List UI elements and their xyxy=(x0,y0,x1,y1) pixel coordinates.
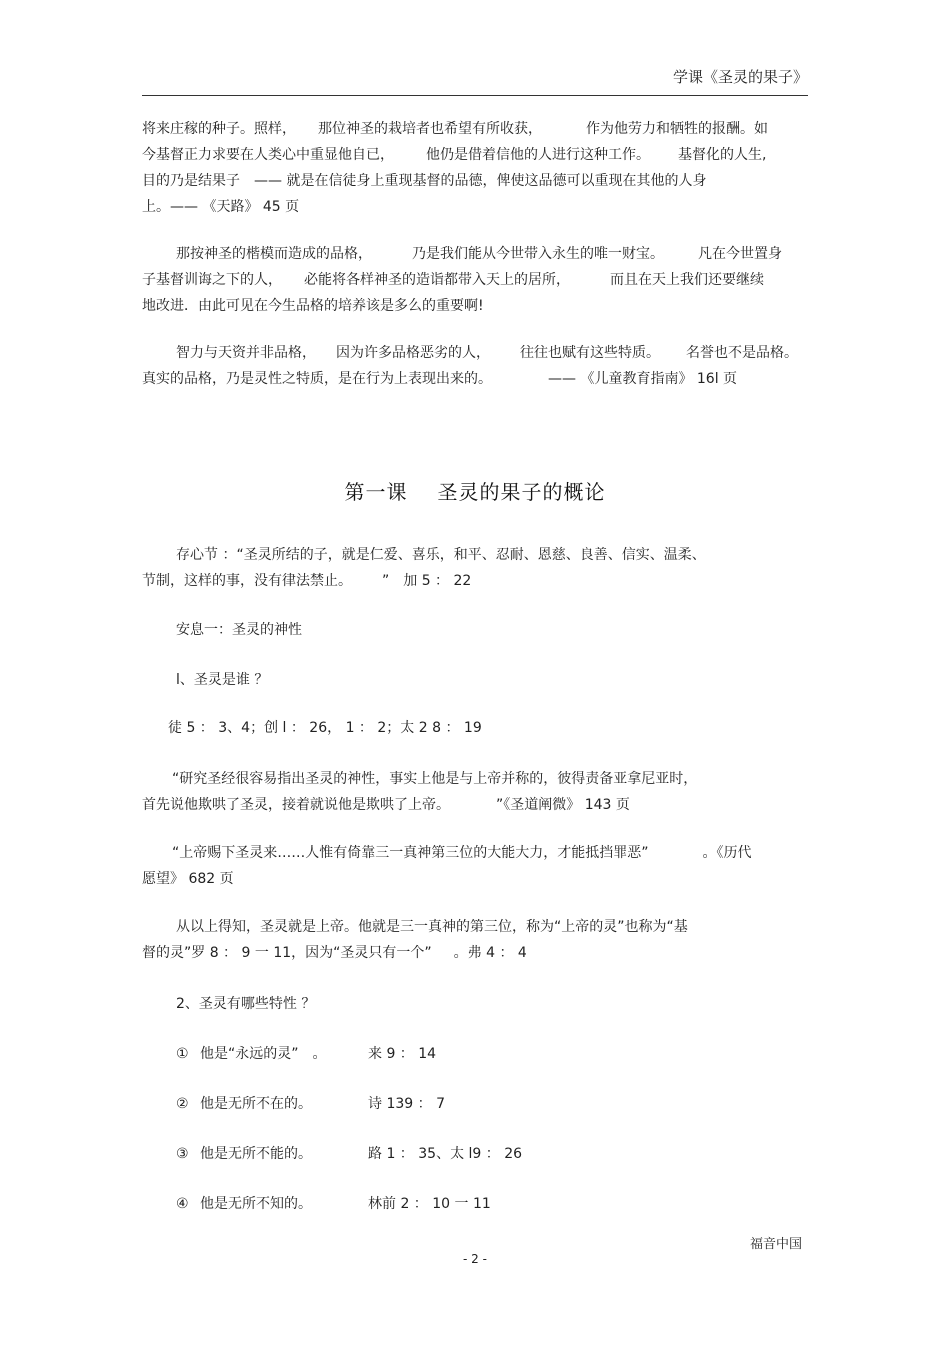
paragraph-4 xyxy=(142,914,808,966)
scripture-references-1: 徒 5 ： 3、4；创 l ： 26， 1 ： 2；太 2 8 ： 19 xyxy=(168,720,482,736)
text-line: 督的灵”罗 8 ： 9 一 11，因为“圣灵只有一个” 。弗 4 ： 4 xyxy=(142,945,527,961)
quote-2 xyxy=(142,840,808,892)
text-line: 真实的品格，乃是灵性之特质，是在行为上表现出来的。 —— 《儿童教育指南》 16l 页 xyxy=(142,371,738,387)
question-1: l、圣灵是谁 ？ xyxy=(176,672,269,688)
footer-source: 福音中国 xyxy=(749,1237,802,1252)
question-2: 2、圣灵有哪些特性 ？ xyxy=(176,996,316,1012)
lesson-title: 第一课 圣灵的果子的概论 xyxy=(344,480,606,504)
paragraph-3 xyxy=(142,340,808,392)
text-line: “上帝赐下圣灵来……人惟有倚靠三一真神第三位的大能大力，才能抵挡罪恶” 。《历代 xyxy=(172,845,752,861)
text-line: 节制，这样的事，没有律法禁止。 ” 加 5 ： 22 xyxy=(142,573,472,589)
section-heading-sabbath-1: 安息一：圣灵的神性 xyxy=(176,622,302,638)
text-line: 今基督正力求要在人类心中重显他自已， 他仍是借着信他的人进行这种工作。 基督化的人生, xyxy=(142,147,767,163)
running-header: 学课《圣灵的果子》 xyxy=(142,66,808,96)
paragraph-2 xyxy=(142,241,808,319)
page-number: - 2 - xyxy=(463,1252,487,1266)
attribute-list-item: ④ 他是无所不知的。 林前 2 ： 10 一 11 xyxy=(176,1196,491,1212)
text-line: 那按神圣的楷模而造成的品格， 乃是我们能从今世带入永生的唯一财宝。 凡在今世置身 xyxy=(176,246,782,262)
text-line: 智力与天资并非品格， 因为许多品格恶劣的人， 往往也赋有这些特质。 名誉也不是品格。 xyxy=(176,345,798,361)
text-line: 将来庄稼的种子。照样， 那位神圣的栽培者也希望有所收获， 作为他劳力和牺牲的报酬。如 xyxy=(142,121,768,137)
text-line: 目的乃是结果子 —— 就是在信徒身上重现基督的品德，俾使这品德可以重现在其他的人身 xyxy=(142,173,707,189)
attribute-list-item: ② 他是无所不在的。 诗 139 ： 7 xyxy=(176,1096,445,1112)
paragraph-1 xyxy=(142,116,808,220)
text-line: 上。—— 《天路》 45 页 xyxy=(142,199,300,215)
text-line: “研究圣经很容易指出圣灵的神性，事实上他是与上帝并称的，彼得责备亚拿尼亚时， xyxy=(172,771,698,787)
memory-verse xyxy=(142,542,808,594)
text-line: 子基督训诲之下的人， 必能将各样神圣的造诣都带入天上的居所， 而且在天上我们还要继续 xyxy=(142,272,764,288)
attribute-list-item: ① 他是“永远的灵” 。 来 9 ： 14 xyxy=(176,1046,437,1062)
text-line: 地改进．由此可见在今生品格的培养该是多么的重要啊! xyxy=(142,298,484,314)
attribute-list-item: ③ 他是无所不能的。 路 1 ： 35、太 l9 ： 26 xyxy=(176,1146,523,1162)
text-line: 从以上得知，圣灵就是上帝。他就是三一真神的第三位，称为“上帝的灵”也称为“基 xyxy=(176,919,688,935)
text-line: 存心节 ：“圣灵所结的子，就是仁爱、喜乐，和平、忍耐、恩慈、良善、信实、温柔、 xyxy=(176,547,706,563)
text-line: 愿望》 682 页 xyxy=(142,871,234,887)
text-line: 首先说他欺哄了圣灵，接着就说他是欺哄了上帝。 ”《圣道阐微》 143 页 xyxy=(142,797,630,813)
quote-1 xyxy=(142,766,808,818)
